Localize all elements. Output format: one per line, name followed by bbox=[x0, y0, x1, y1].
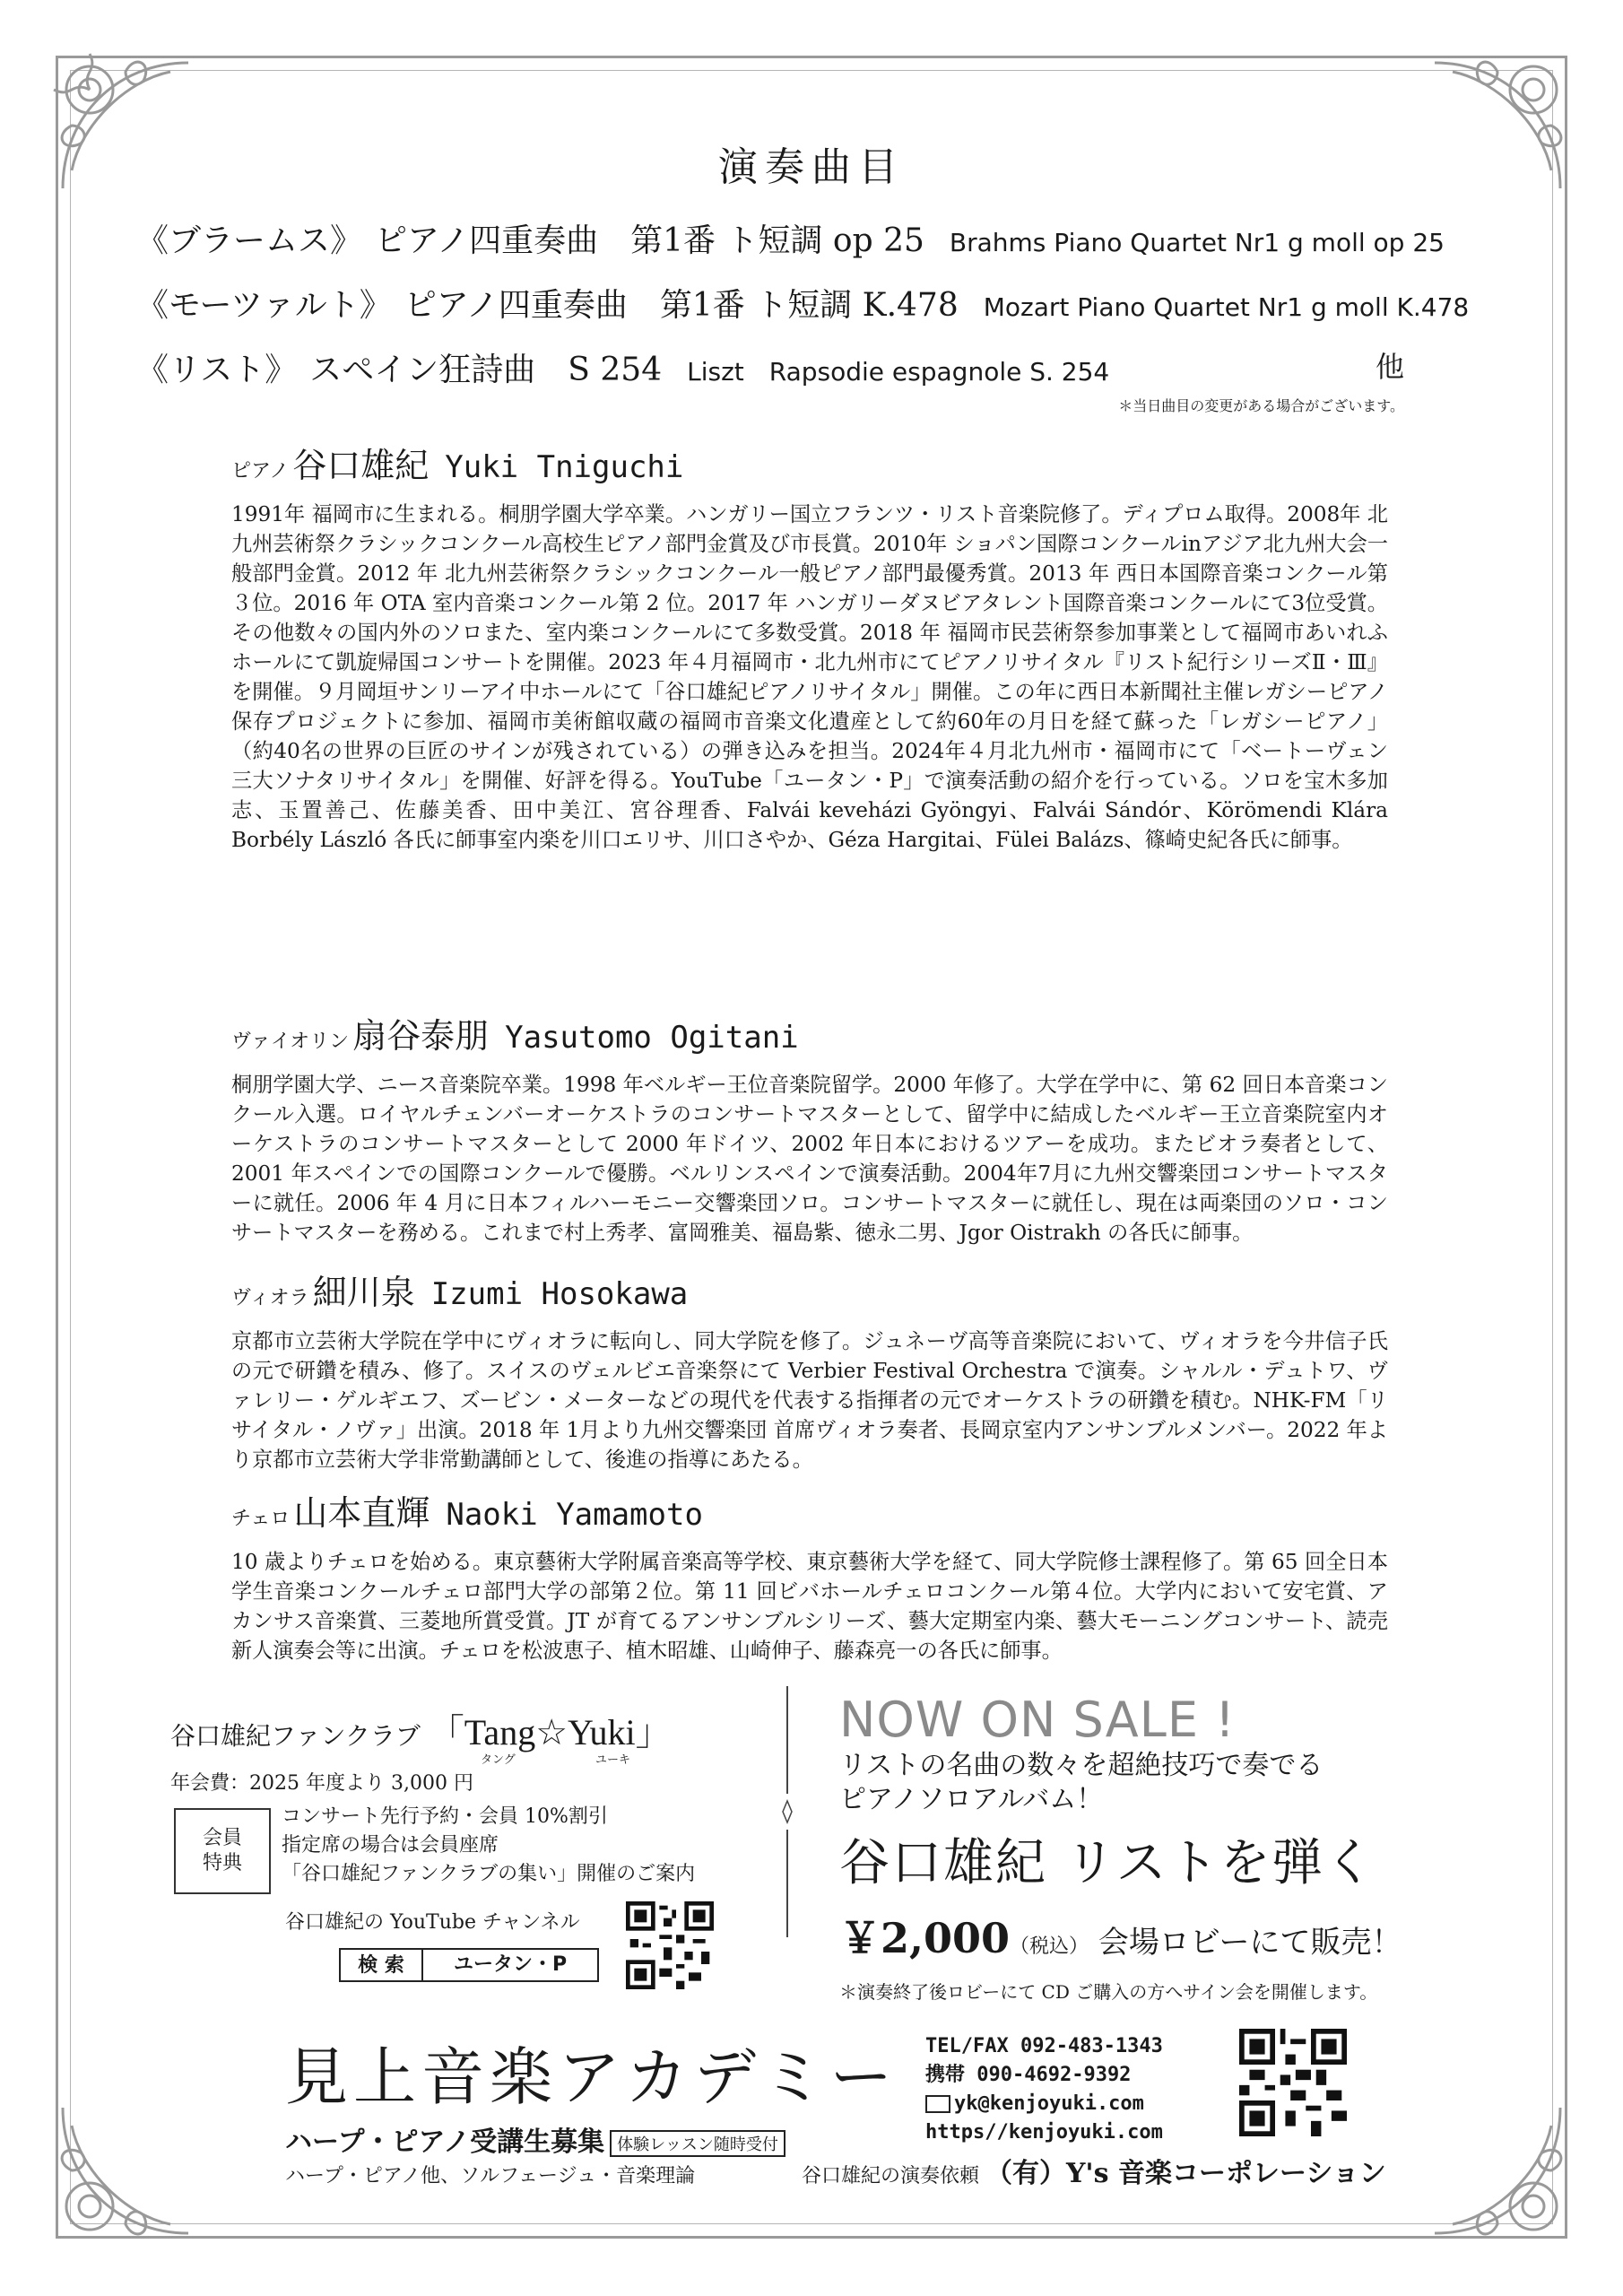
price: ￥2,000 bbox=[839, 1914, 1011, 1962]
bio-cello bbox=[231, 1485, 1388, 1665]
fanclub-label: 谷口雄紀ファンクラブ bbox=[170, 1721, 421, 1751]
mail-icon bbox=[925, 2095, 950, 2113]
now-on-sale: NOW ON SALE ! bbox=[839, 1692, 1236, 1748]
search-key: 検 索 bbox=[341, 1950, 423, 1980]
fanclub-title bbox=[170, 1704, 744, 1755]
bio-text: 1991年 福岡市に生まれる。桐朋学園大学卒業。ハンガリー国立フランツ・リスト音楽院修了。ディプロム取得。2008年 北九州芸術祭クラシックコンクール高校生ピアノ部門金賞及び市長賞。2010年 ショパン国際コンクールinアジア北九州大会一般部門金賞。2012 年 北九州芸術祭クラシックコンクール一般ピアノ部門最優秀賞。2013 年 西日本国際音楽コンクール第３位。2016 年 OTA 室内音楽コンクール第 2 位。2017 年 ハンガリーダヌビアタレント国際音楽コンクールにて3位受賞。その他数々の国内外のソロまた、室内楽コンクールにて多数受賞。2018 年 福岡市民芸術祭参加事業として福岡市あいれふホールにて凱旋帰国コンサートを開催。2023 年４月福岡市・北九州市にてピアノリサイタル『リスト紀行シリーズⅡ・Ⅲ』を開催。９月岡垣サンリーアイ中ホールにて「谷口雄紀ピアノリサイタル」開催。この年に西日本新聞社主催レガシーピアノ保存プロジェクトに参加、福岡市美術館収蔵の福岡市音楽文化遺産として約60年の月日を経て蘇った「レガシーピアノ」（約40名の世界の巨匠のサインが残されている）の弾き込みを担当。2024年４月北九州市・福岡市にて「ベートーヴェン三大ソナタリサイタル」を開催、好評を得る。YouTube「ユータン・P」で演奏活動の紹介を行っている。ソロを宝木多加志、玉置善己、佐藤美香、田中美江、宮谷理香、Falvái keveházi Gyöngyi、Falvái Sándór、Körömendi Klára Borbély László 各氏に師事室内楽を川口エリサ、川口さやか、Géza Hargitai、Fülei Balázs、篠崎史紀各氏に師事。 bbox=[231, 502, 1388, 852]
program-item bbox=[136, 280, 1469, 326]
program-other: 他 bbox=[1376, 350, 1405, 384]
email-line[interactable] bbox=[925, 2090, 1163, 2118]
recruit-text: ハープ・ピアノ受講生募集 bbox=[285, 2126, 605, 2158]
fanclub-section bbox=[170, 1704, 744, 1796]
program-work: スペイン狂詩曲 S 254 bbox=[309, 352, 663, 388]
bio-text: 10 歳よりチェロを始める。東京藝術大学附属音楽高等学校、東京藝術大学を経て、同大学院修士課程修了。第 65 回全日本学生音楽コンクールチェロ部門大学の部第２位。第 11 回ビバホールチェロコンクール第４位。大学内において安宅賞、アカンサス音楽賞、三菱地所賞受賞。JT が育てるアンサンブルシリーズ、藝大定期室内楽、藝大モーニングコンサート、読売新人演奏会等に出演。チェロを松波恵子、植木昭雄、山崎伸子、藤森亮一の各氏に師事。 bbox=[231, 1550, 1388, 1663]
price-tax: （税込） bbox=[1010, 1935, 1089, 1958]
bio-name-en: Yuki Tniguchi bbox=[445, 449, 684, 485]
bio-name-en: Yasutomo Ogitani bbox=[505, 1020, 799, 1056]
academy-subjects: ハープ・ピアノ他、ソルフェージュ・音楽理論 bbox=[285, 2165, 696, 2187]
corporation-line bbox=[802, 2151, 1386, 2190]
bio-name: 細川泉 bbox=[312, 1273, 415, 1312]
bio-name-en: Izumi Hosokawa bbox=[430, 1276, 689, 1312]
academy-qr-code-icon[interactable] bbox=[1239, 2029, 1347, 2136]
program-composer: 《リスト》 bbox=[136, 352, 298, 388]
corp-label: 谷口雄紀の演奏依頼 bbox=[802, 2165, 980, 2187]
program-work-en: Liszt Rapsodie espagnole S. 254 bbox=[687, 357, 1110, 387]
benefit-label: 会員 bbox=[202, 1827, 242, 1849]
corp-name: （有）Y's 音楽コーポレーション bbox=[985, 2158, 1386, 2189]
program-item bbox=[136, 215, 1445, 261]
divider-ornament bbox=[782, 1686, 793, 1937]
bio-role: ヴィオラ bbox=[231, 1287, 309, 1309]
fanclub-ruby: ユーキ bbox=[595, 1753, 631, 1767]
fanclub-fee: 年会費：2025 年度より 3,000 円 bbox=[170, 1772, 473, 1795]
mobile: 携帯 090-4692-9392 bbox=[925, 2064, 1132, 2086]
bio-role: チェロ bbox=[231, 1508, 291, 1530]
sale-line: リストの名曲の数々を超絶技巧で奏でる bbox=[839, 1750, 1324, 1781]
price-note: 会場ロビーにて販売！ bbox=[1098, 1925, 1402, 1961]
program-note: ＊当日曲目の変更がある場合がございます。 bbox=[1118, 397, 1404, 414]
album-title: 谷口雄紀 リストを弾く bbox=[839, 1834, 1376, 1892]
list-item: コンサート先行予約・会員 10%割引 bbox=[282, 1805, 608, 1828]
bio-heading bbox=[231, 1265, 1388, 1314]
search-value: ユータン・P bbox=[453, 1953, 568, 1976]
page-title: 演奏曲目 bbox=[718, 144, 905, 190]
website[interactable]: https//kenjoyuki.com bbox=[925, 2121, 1163, 2144]
trial-badge: 体験レッスン随時受付 bbox=[610, 2130, 785, 2157]
benefit-label: 特典 bbox=[202, 1852, 242, 1874]
program-work: ピアノ四重奏曲 第1番 ト短調 K.478 bbox=[404, 287, 959, 324]
program-composer: 《モーツァルト》 bbox=[136, 287, 392, 324]
bio-text: 桐朋学園大学、ニース音楽院卒業。1998 年ベルギー王位音楽院留学。2000 年修了。大学在学中に、第 62 回日本音楽コンクール入選。ロイヤルチェンバーオーケストラのコンサートマスターとして、留学中に結成したベルギー王立音楽院室内オーケストラのコンサートマスターとして 2000 年ドイツ、2002 年日本におけるツアーを成功。またビオラ奏者として、2001 年スペインでの国際コンクールで優勝。ベルリンスペインで演奏活動。2004年7月に九州交響楽団コンサートマスターに就任。2006 年 4 月に日本フィルハーモニー交響楽団ソロ。コンサートマスターに就任し、現在は両楽団のソロ・コンサートマスターを務める。これまで村上秀孝、富岡雅美、福島紫、徳永二男、Jgor Oistrakh の各氏に師事。 bbox=[231, 1073, 1388, 1245]
fanclub-name: 「Tang☆Yuki」 bbox=[428, 1712, 672, 1752]
program-composer: 《ブラームス》 bbox=[136, 222, 363, 259]
bio-name: 谷口雄紀 bbox=[292, 446, 430, 485]
corner-ornament-icon bbox=[36, 2081, 215, 2260]
program-item bbox=[136, 344, 1109, 390]
youtube-search-box bbox=[339, 1948, 599, 1982]
bio-heading bbox=[231, 1008, 1388, 1057]
tel-fax: TEL/FAX 092-483-1343 bbox=[925, 2035, 1163, 2057]
youtube-label: 谷口雄紀の YouTube チャンネル bbox=[285, 1911, 580, 1934]
benefit-badge bbox=[174, 1808, 271, 1894]
bio-violin bbox=[231, 1008, 1388, 1248]
list-item: 「谷口雄紀ファンクラブの集い」開催のご案内 bbox=[282, 1863, 696, 1885]
cd-sale-section bbox=[839, 1692, 1485, 2004]
list-item: 指定席の場合は会員座席 bbox=[282, 1834, 499, 1857]
bio-heading bbox=[231, 1485, 1388, 1535]
fanclub-ruby: タング bbox=[481, 1753, 516, 1767]
sale-line: ピアノソロアルバム！ bbox=[839, 1784, 1104, 1815]
email[interactable]: yk@kenjoyuki.com bbox=[954, 2092, 1144, 2115]
contact-info bbox=[925, 2032, 1163, 2147]
bio-text: 京都市立芸術大学院在学中にヴィオラに転向し、同大学院を修了。ジュネーヴ高等音楽院において、ヴィオラを今井信子氏の元で研鑽を積み、修了。スイスのヴェルビエ音楽祭にて Verbier Festival Orchestra で演奏。シャルル・デュトワ、ヴァレリー・ゲルギエフ、ズービン・メーターなどの現代を代表する指揮者の元でオーケストラの研鑽を積む。NHK-FM「リサイタル・ノヴァ」出演。2018 年 1月より九州交響楽団 首席ヴィオラ奏者、長岡京室内アンサンブルメンバー。2022 年より京都市立芸術大学非常勤講師として、後進の指導にあたる。 bbox=[231, 1329, 1388, 1472]
bio-heading bbox=[231, 438, 1388, 487]
program-work: ピアノ四重奏曲 第1番 ト短調 op 25 bbox=[375, 222, 924, 259]
bio-viola bbox=[231, 1265, 1388, 1474]
corner-ornament-icon bbox=[1408, 2081, 1587, 2260]
price-line bbox=[839, 1906, 1485, 1965]
signing-note: ＊演奏終了後ロビーにて CD ご購入の方へサイン会を開催します。 bbox=[839, 1981, 1378, 2003]
bio-name-en: Naoki Yamamoto bbox=[446, 1497, 703, 1533]
bio-role: ピアノ bbox=[231, 460, 290, 483]
bio-name: 山本直輝 bbox=[293, 1493, 430, 1533]
benefit-list bbox=[282, 1803, 695, 1889]
bio-role: ヴァイオリン bbox=[231, 1031, 350, 1053]
youtube-qr-code-icon[interactable] bbox=[626, 1901, 714, 1989]
academy-name: 見上音楽アカデミー bbox=[285, 2040, 898, 2114]
bio-name: 扇谷泰朋 bbox=[352, 1016, 490, 1056]
program-work-en: Brahms Piano Quartet Nr1 g moll op 25 bbox=[949, 228, 1445, 257]
bio-piano bbox=[231, 438, 1388, 855]
program-work-en: Mozart Piano Quartet Nr1 g moll K.478 bbox=[983, 292, 1470, 322]
